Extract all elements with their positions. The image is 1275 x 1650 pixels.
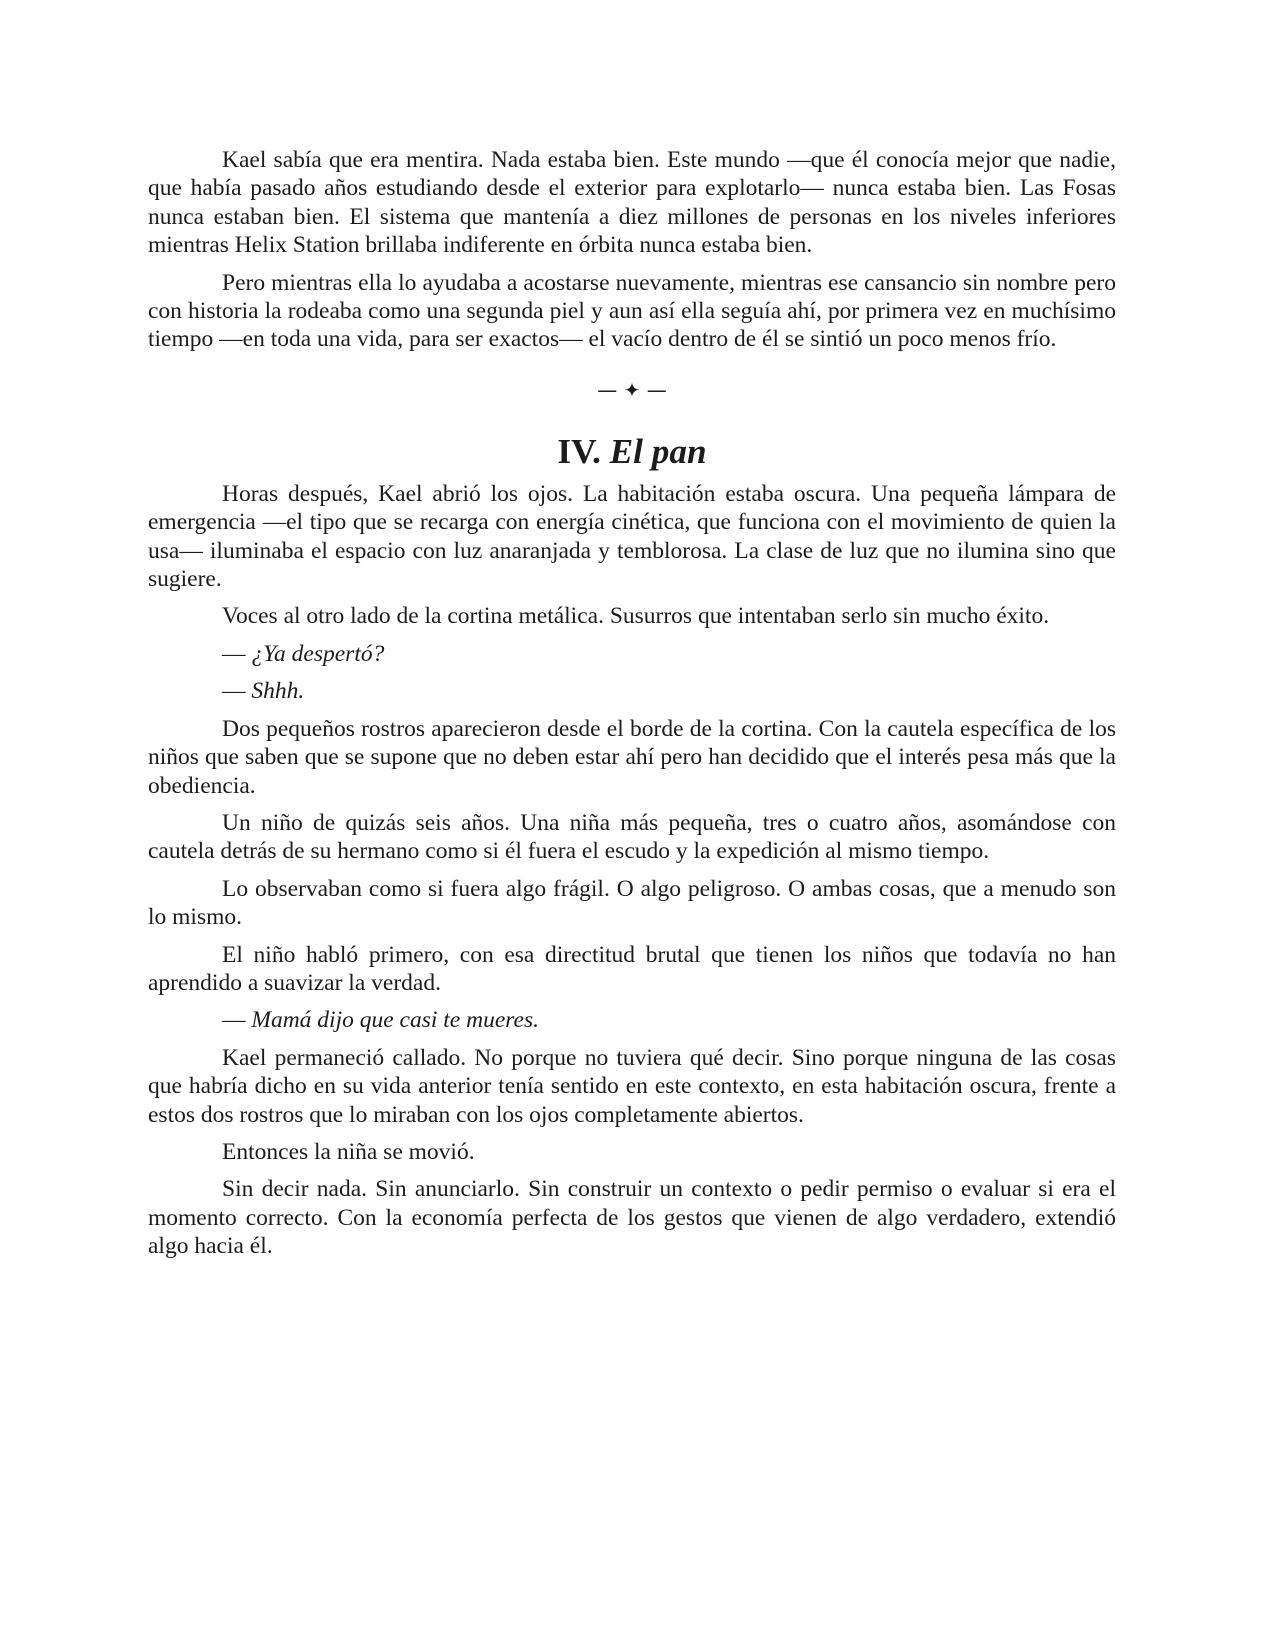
dialogue-speech: ¿Ya despertó? xyxy=(251,640,385,667)
chapter-number: IV. xyxy=(557,431,601,471)
section-divider: — ✦ — xyxy=(597,377,667,402)
dialogue-dash: — xyxy=(222,640,252,667)
chapter-heading xyxy=(148,431,1116,471)
paragraph: Entonces la niña se movió. xyxy=(222,1138,475,1165)
dialogue-line xyxy=(148,1006,1116,1034)
paragraph: Voces al otro lado de la cortina metálica. Susurros que intentaban serlo sin mucho éxito. xyxy=(222,603,1050,630)
paragraph: El niño habló primero, con esa directitud brutal que tienen los niños que todavía no han aprendido a suavizar la verdad. xyxy=(148,941,1116,996)
paragraph: Kael permaneció callado. No porque no tuviera qué decir. Sino porque ninguna de las cosas que habría dicho en su vida anterior tenía sentido en este contexto, en esta habitación oscura, frente a estos dos rostros que lo miraban con los ojos completamente abiertos. xyxy=(148,1044,1116,1128)
dialogue-dash: — xyxy=(222,1007,252,1034)
dialogue-speech: Shhh. xyxy=(251,678,305,705)
paragraph: Sin decir nada. Sin anunciarlo. Sin construir un contexto o pedir permiso o evaluar si era el momento correcto. Con la economía perfecta de los gestos que vienen de algo verdadero, extendió algo hacia él. xyxy=(148,1176,1116,1260)
dialogue-dash: — xyxy=(222,678,252,705)
paragraph: Kael sabía que era mentira. Nada estaba bien. Este mundo —que él conocía mejor que nadie, que había pasado años estudiando desde el exterior para explotarlo— nunca estaba bien. Las Fosas nunca estaban bien. El sistema que mantenía a diez millones de personas en los niveles inferiores mientras Helix Station brillaba indiferente en órbita nunca estaba bien. xyxy=(148,147,1116,259)
dialogue-line xyxy=(148,677,1116,705)
document-page xyxy=(148,146,1116,1270)
chapter-title: El pan xyxy=(609,431,707,471)
paragraph: Pero mientras ella lo ayudaba a acostarse nuevamente, mientras ese cansancio sin nombre pero con historia la rodeaba como una segunda piel y aun así ella seguía ahí, por primera vez en muchísimo tiempo —en toda una vida, para ser exactos— el vacío dentro de él se sintió un poco menos frío. xyxy=(148,269,1116,353)
paragraph: Horas después, Kael abrió los ojos. La habitación estaba oscura. Una pequeña lámpara de emergencia —el tipo que se recarga con energía cinética, que funciona con el movimiento de quien la usa— iluminaba el espacio con luz anaranjada y temblorosa. La clase de luz que no ilumina sino que sugiere. xyxy=(148,480,1116,593)
dialogue-speech: Mamá dijo que casi te mueres. xyxy=(251,1007,539,1034)
paragraph: Dos pequeños rostros aparecieron desde el borde de la cortina. Con la cautela específica de los niños que saben que se supone que no deben estar ahí pero han decidido que el interés pesa más que la obediencia. xyxy=(148,715,1116,799)
dialogue-line xyxy=(148,640,1116,668)
paragraph: Lo observaban como si fuera algo frágil. O algo peligroso. O ambas cosas, que a menudo son lo mismo. xyxy=(148,875,1116,931)
paragraph: Un niño de quizás seis años. Una niña más pequeña, tres o cuatro años, asomándose con cautela detrás de su hermano como si él fuera el escudo y la expedición al mismo tiempo. xyxy=(148,809,1116,865)
